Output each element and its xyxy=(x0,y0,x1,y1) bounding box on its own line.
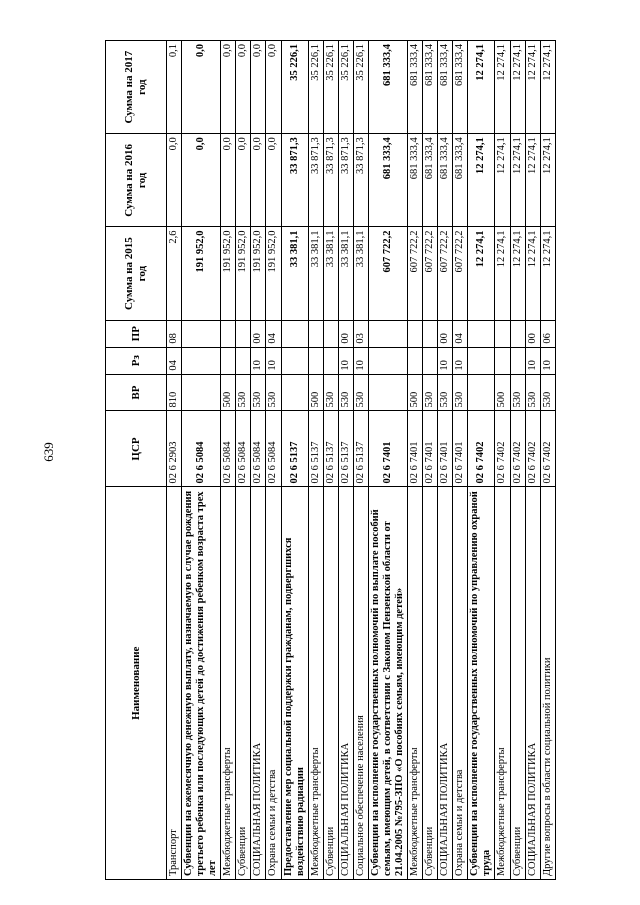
cell-sum-2015: 33 381,1 xyxy=(353,227,368,320)
cell-csr: 02 6 7402 xyxy=(495,411,510,487)
cell-sum-2017: 12 274,1 xyxy=(495,41,510,134)
cell-vr xyxy=(182,374,221,411)
cell-sum-2015: 12 274,1 xyxy=(540,227,555,320)
table-row xyxy=(266,41,281,880)
cell-sum-2017: 35 226,1 xyxy=(338,41,353,134)
cell-vr: 810 xyxy=(167,374,182,411)
cell-rz xyxy=(468,347,495,374)
cell-name: Социальное обеспечение населения xyxy=(353,487,368,880)
cell-pr xyxy=(221,320,236,347)
cell-name: СОЦИАЛЬНАЯ ПОЛИТИКА xyxy=(525,487,540,880)
cell-rz: 10 xyxy=(438,347,453,374)
cell-sum-2016: 12 274,1 xyxy=(495,134,510,227)
cell-pr xyxy=(368,320,407,347)
cell-rz xyxy=(221,347,236,374)
cell-sum-2015: 607 722,2 xyxy=(438,227,453,320)
cell-name: Субвенции xyxy=(510,487,525,880)
cell-name: Другие вопросы в области социальной политики xyxy=(540,487,555,880)
cell-sum-2017: 12 274,1 xyxy=(468,41,495,134)
cell-sum-2017: 35 226,1 xyxy=(281,41,308,134)
cell-csr: 02 6 7401 xyxy=(453,411,468,487)
cell-pr: 00 xyxy=(251,320,266,347)
cell-name: СОЦИАЛЬНАЯ ПОЛИТИКА xyxy=(438,487,453,880)
cell-pr xyxy=(281,320,308,347)
cell-vr: 530 xyxy=(353,374,368,411)
cell-csr: 02 6 5137 xyxy=(338,411,353,487)
cell-sum-2016: 0,0 xyxy=(221,134,236,227)
table-row xyxy=(167,41,182,880)
table-body xyxy=(167,41,556,880)
cell-sum-2016: 0,0 xyxy=(236,134,251,227)
cell-csr: 02 6 7401 xyxy=(408,411,423,487)
cell-pr xyxy=(308,320,323,347)
cell-sum-2015: 12 274,1 xyxy=(468,227,495,320)
cell-sum-2016: 33 871,3 xyxy=(281,134,308,227)
table-row xyxy=(468,41,495,880)
table-row xyxy=(308,41,323,880)
cell-name: СОЦИАЛЬНАЯ ПОЛИТИКА xyxy=(338,487,353,880)
cell-sum-2016: 33 871,3 xyxy=(353,134,368,227)
cell-sum-2017: 0,0 xyxy=(251,41,266,134)
cell-sum-2016: 33 871,3 xyxy=(323,134,338,227)
page-number: 639 xyxy=(41,442,56,462)
cell-pr xyxy=(408,320,423,347)
cell-sum-2016: 0,0 xyxy=(266,134,281,227)
cell-pr xyxy=(495,320,510,347)
cell-rz xyxy=(423,347,438,374)
cell-pr: 04 xyxy=(266,320,281,347)
cell-pr xyxy=(236,320,251,347)
cell-sum-2017: 0,0 xyxy=(221,41,236,134)
cell-sum-2016: 12 274,1 xyxy=(468,134,495,227)
cell-sum-2016: 681 333,4 xyxy=(423,134,438,227)
cell-rz: 10 xyxy=(353,347,368,374)
cell-rz xyxy=(281,347,308,374)
cell-pr xyxy=(323,320,338,347)
cell-pr: 04 xyxy=(453,320,468,347)
cell-sum-2017: 0,1 xyxy=(167,41,182,134)
cell-csr: 02 6 5084 xyxy=(182,411,221,487)
cell-sum-2015: 607 722,2 xyxy=(408,227,423,320)
cell-sum-2015: 12 274,1 xyxy=(525,227,540,320)
header-sum-2015: Сумма на 2015 год xyxy=(106,227,167,320)
cell-pr xyxy=(510,320,525,347)
cell-pr: 08 xyxy=(167,320,182,347)
cell-rz xyxy=(408,347,423,374)
table-row xyxy=(353,41,368,880)
cell-sum-2017: 0,0 xyxy=(236,41,251,134)
cell-rz xyxy=(368,347,407,374)
cell-csr: 02 6 5137 xyxy=(353,411,368,487)
cell-csr: 02 6 7401 xyxy=(368,411,407,487)
table-header xyxy=(106,41,167,880)
cell-sum-2017: 12 274,1 xyxy=(540,41,555,134)
table-row xyxy=(251,41,266,880)
header-csr: ЦСР xyxy=(106,411,167,487)
header-sum-2017: Сумма на 2017 год xyxy=(106,41,167,134)
cell-name: Субвенции на исполнение государственных полномочий по управлению охраной труда xyxy=(468,487,495,880)
table-row xyxy=(236,41,251,880)
cell-name: Межбюджетные трансферты xyxy=(495,487,510,880)
table-row xyxy=(281,41,308,880)
cell-vr: 530 xyxy=(251,374,266,411)
table-row xyxy=(368,41,407,880)
cell-sum-2016: 681 333,4 xyxy=(438,134,453,227)
cell-rz: 10 xyxy=(338,347,353,374)
cell-vr xyxy=(281,374,308,411)
cell-sum-2016: 33 871,3 xyxy=(308,134,323,227)
cell-name: Предоставление мер социальной поддержки гражданам, подвергшихся воздействию радиации xyxy=(281,487,308,880)
cell-pr: 00 xyxy=(525,320,540,347)
cell-name: Межбюджетные трансферты xyxy=(308,487,323,880)
table-row xyxy=(323,41,338,880)
cell-vr: 530 xyxy=(540,374,555,411)
cell-pr xyxy=(468,320,495,347)
cell-sum-2016: 681 333,4 xyxy=(408,134,423,227)
cell-vr: 530 xyxy=(510,374,525,411)
cell-name: Транспорт xyxy=(167,487,182,880)
cell-name: Межбюджетные трансферты xyxy=(408,487,423,880)
cell-rz xyxy=(308,347,323,374)
cell-sum-2016: 0,0 xyxy=(167,134,182,227)
cell-pr: 03 xyxy=(353,320,368,347)
cell-pr xyxy=(423,320,438,347)
cell-rz: 10 xyxy=(525,347,540,374)
cell-sum-2015: 191 952,0 xyxy=(251,227,266,320)
header-vr: ВР xyxy=(106,374,167,411)
cell-vr: 530 xyxy=(323,374,338,411)
cell-sum-2017: 681 333,4 xyxy=(368,41,407,134)
cell-sum-2017: 35 226,1 xyxy=(353,41,368,134)
cell-rz xyxy=(510,347,525,374)
table-row xyxy=(540,41,555,880)
cell-name: Субвенции на ежемесячную денежную выплату, назначаемую в случае рождения третьего ребенка или последующих детей до достижения ребенком возраста трех лет xyxy=(182,487,221,880)
table-row xyxy=(338,41,353,880)
cell-sum-2015: 191 952,0 xyxy=(266,227,281,320)
cell-csr: 02 6 7401 xyxy=(438,411,453,487)
cell-pr: 00 xyxy=(438,320,453,347)
cell-sum-2015: 33 381,1 xyxy=(323,227,338,320)
table-row xyxy=(453,41,468,880)
cell-rz xyxy=(236,347,251,374)
cell-csr: 02 6 7402 xyxy=(468,411,495,487)
cell-vr xyxy=(468,374,495,411)
cell-sum-2016: 0,0 xyxy=(251,134,266,227)
cell-rz xyxy=(323,347,338,374)
cell-sum-2016: 681 333,4 xyxy=(453,134,468,227)
cell-sum-2016: 12 274,1 xyxy=(540,134,555,227)
cell-csr: 02 6 7402 xyxy=(525,411,540,487)
cell-vr xyxy=(368,374,407,411)
cell-csr: 02 6 7402 xyxy=(510,411,525,487)
cell-vr: 530 xyxy=(438,374,453,411)
cell-csr: 02 6 5137 xyxy=(308,411,323,487)
cell-pr: 00 xyxy=(338,320,353,347)
cell-csr: 02 6 5137 xyxy=(323,411,338,487)
header-rz: Рз xyxy=(106,347,167,374)
cell-sum-2015: 33 381,1 xyxy=(308,227,323,320)
cell-csr: 02 6 5084 xyxy=(251,411,266,487)
cell-sum-2015: 607 722,2 xyxy=(453,227,468,320)
cell-sum-2015: 12 274,1 xyxy=(495,227,510,320)
cell-name: Субвенции на исполнение государственных полномочий по выплате пособий семьям, имеющим детей, в соответствии с Законом Пензенской области от 21.04.2005 №795-ЗПО «О пособиях семьям, имеющим детей» xyxy=(368,487,407,880)
cell-sum-2016: 12 274,1 xyxy=(510,134,525,227)
cell-sum-2017: 12 274,1 xyxy=(510,41,525,134)
header-row xyxy=(106,41,167,880)
cell-sum-2015: 607 722,2 xyxy=(368,227,407,320)
cell-vr: 530 xyxy=(453,374,468,411)
cell-rz: 04 xyxy=(167,347,182,374)
cell-pr xyxy=(182,320,221,347)
cell-sum-2015: 2,6 xyxy=(167,227,182,320)
cell-sum-2017: 681 333,4 xyxy=(408,41,423,134)
table-row xyxy=(495,41,510,880)
cell-csr: 02 6 7402 xyxy=(540,411,555,487)
cell-vr: 530 xyxy=(236,374,251,411)
cell-sum-2015: 191 952,0 xyxy=(221,227,236,320)
cell-csr: 02 6 7401 xyxy=(423,411,438,487)
cell-sum-2016: 681 333,4 xyxy=(368,134,407,227)
cell-csr: 02 6 5084 xyxy=(236,411,251,487)
table-row xyxy=(221,41,236,880)
cell-name: Охрана семьи и детства xyxy=(453,487,468,880)
cell-sum-2015: 33 381,1 xyxy=(281,227,308,320)
cell-csr: 02 6 2903 xyxy=(167,411,182,487)
header-pr: ПР xyxy=(106,320,167,347)
budget-table xyxy=(105,40,556,880)
cell-sum-2015: 33 381,1 xyxy=(338,227,353,320)
cell-vr: 530 xyxy=(423,374,438,411)
cell-sum-2015: 607 722,2 xyxy=(423,227,438,320)
table-row xyxy=(525,41,540,880)
cell-vr: 500 xyxy=(308,374,323,411)
cell-sum-2017: 12 274,1 xyxy=(525,41,540,134)
cell-rz: 10 xyxy=(266,347,281,374)
table-row xyxy=(408,41,423,880)
cell-sum-2017: 35 226,1 xyxy=(323,41,338,134)
cell-rz: 10 xyxy=(453,347,468,374)
table-row xyxy=(438,41,453,880)
cell-sum-2017: 35 226,1 xyxy=(308,41,323,134)
cell-vr: 530 xyxy=(525,374,540,411)
cell-sum-2017: 681 333,4 xyxy=(423,41,438,134)
table-row xyxy=(423,41,438,880)
cell-name: Межбюджетные трансферты xyxy=(221,487,236,880)
cell-csr: 02 6 5137 xyxy=(281,411,308,487)
cell-sum-2017: 681 333,4 xyxy=(453,41,468,134)
cell-name: Охрана семьи и детства xyxy=(266,487,281,880)
cell-name: Субвенции xyxy=(423,487,438,880)
rotated-table-frame xyxy=(105,40,553,880)
cell-sum-2015: 191 952,0 xyxy=(182,227,221,320)
cell-sum-2016: 33 871,3 xyxy=(338,134,353,227)
cell-sum-2016: 12 274,1 xyxy=(525,134,540,227)
cell-rz: 10 xyxy=(540,347,555,374)
header-name: Наименование xyxy=(106,487,167,880)
cell-sum-2016: 0,0 xyxy=(182,134,221,227)
cell-name: Субвенции xyxy=(236,487,251,880)
table-row xyxy=(510,41,525,880)
cell-vr: 500 xyxy=(495,374,510,411)
cell-name: Субвенции xyxy=(323,487,338,880)
cell-name: СОЦИАЛЬНАЯ ПОЛИТИКА xyxy=(251,487,266,880)
cell-pr: 06 xyxy=(540,320,555,347)
cell-vr: 500 xyxy=(221,374,236,411)
cell-sum-2017: 0,0 xyxy=(266,41,281,134)
cell-sum-2015: 191 952,0 xyxy=(236,227,251,320)
cell-sum-2017: 0,0 xyxy=(182,41,221,134)
cell-csr: 02 6 5084 xyxy=(266,411,281,487)
cell-vr: 530 xyxy=(266,374,281,411)
cell-sum-2015: 12 274,1 xyxy=(510,227,525,320)
cell-rz xyxy=(182,347,221,374)
cell-rz xyxy=(495,347,510,374)
cell-vr: 500 xyxy=(408,374,423,411)
cell-vr: 530 xyxy=(338,374,353,411)
cell-rz: 10 xyxy=(251,347,266,374)
cell-csr: 02 6 5084 xyxy=(221,411,236,487)
cell-sum-2017: 681 333,4 xyxy=(438,41,453,134)
budget-table-container xyxy=(105,40,553,880)
header-sum-2016: Сумма на 2016 год xyxy=(106,134,167,227)
table-row xyxy=(182,41,221,880)
